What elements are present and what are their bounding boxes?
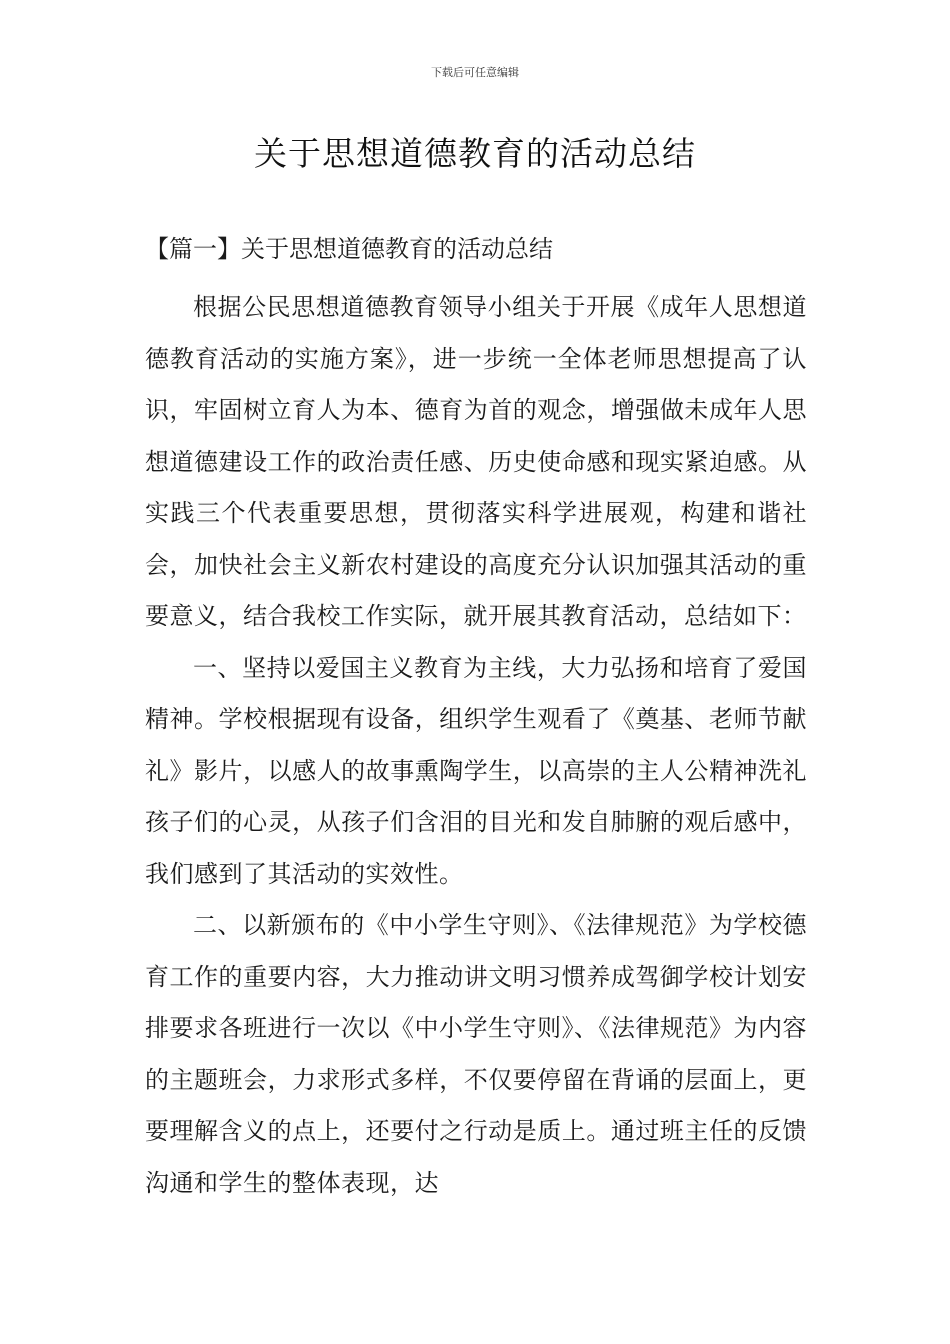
paragraph-1: 根据公民思想道德教育领导小组关于开展《成年人思想道德教育活动的实施方案》，进一步统一全体老师思想提高了认识，牢固树立育人为本、德育为首的观念，增强做未成年人思想道德建设工作的政治责任感、历史使命感和现实紧迫感。从实践三个代表重要思想，贯彻落实科学进展观，构建和谐社会，加快社会主义新农村建设的高度充分认识加强其活动的重要意义，结合我校工作实际，就开展其教育活动，总结如下：	[145, 293, 807, 630]
document-body	[145, 282, 807, 1209]
document-title: 关于思想道德教育的活动总结	[254, 134, 696, 173]
header-note: 下载后可任意编辑	[431, 66, 519, 79]
paragraph-2: 一、坚持以爱国主义教育为主线，大力弘扬和培育了爱国精神。学校根据现有设备，组织学生观看了《奠基、老师节献礼》影片，以感人的故事熏陶学生，以高崇的主人公精神洗礼孩子们的心灵，从孩子们含泪的目光和发自肺腑的观后感中，我们感到了其活动的实效性。	[145, 653, 807, 888]
paragraph-3: 二、以新颁布的《中小学生守则》、《法律规范》为学校德育工作的重要内容，大力推动讲文明习惯养成驾御学校计划安排要求各班进行一次以《中小学生守则》、《法律规范》为内容的主题班会，力求形式多样，不仅要停留在背诵的层面上，更要理解含义的点上，还要付之行动是质上。通过班主任的反馈沟通和学生的整体表现，达	[145, 911, 807, 1197]
section-heading: 【篇一】关于思想道德教育的活动总结	[145, 235, 553, 263]
